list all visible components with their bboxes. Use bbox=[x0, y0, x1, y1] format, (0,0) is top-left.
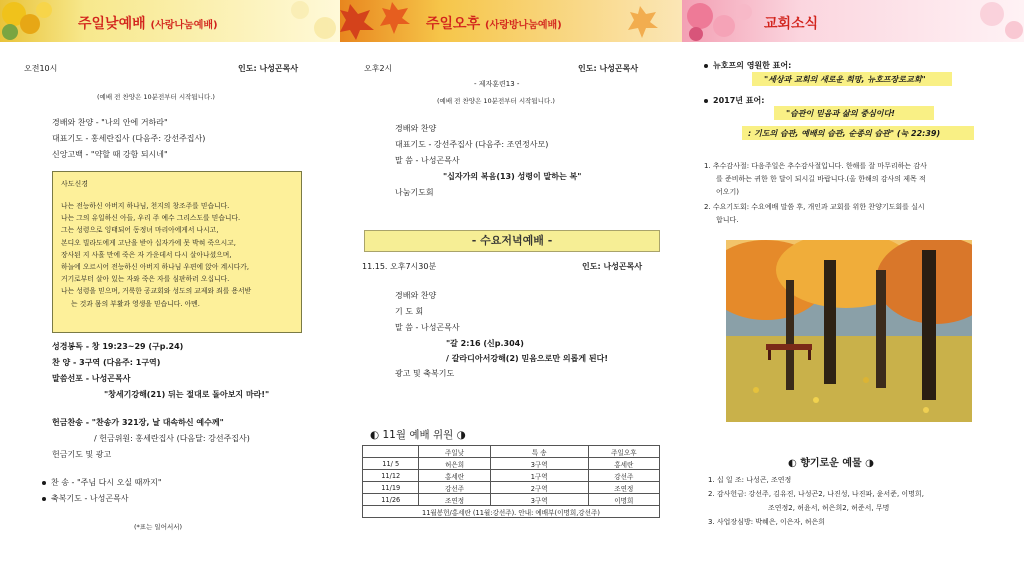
table-row bbox=[363, 494, 660, 506]
offering-item: 조연정2, 허윤서, 허은희2, 허준서, 무명 bbox=[768, 504, 890, 512]
table-cell: 11/26 bbox=[363, 494, 419, 506]
table-cell: 1구역 bbox=[490, 470, 588, 482]
table-cell: 11/19 bbox=[363, 482, 419, 494]
table-header-cell bbox=[363, 446, 419, 458]
order-item: 축복기도 - 나성곤목사 bbox=[42, 493, 129, 504]
table-cell: 홍세란 bbox=[588, 458, 659, 470]
order-item: 성경봉독 - 창 19:23~29 (구p.24) bbox=[52, 342, 184, 351]
eternal-motto: "세상과 교회의 새로운 희망, 뉴호프장로교회" bbox=[764, 75, 926, 84]
table-footer-row bbox=[363, 506, 660, 518]
table-cell: 3구역 bbox=[490, 458, 588, 470]
church-news-column bbox=[682, 0, 1024, 577]
service-leader: 인도: 나성곤목사 bbox=[582, 262, 643, 271]
creed-line: 그는 성령으로 잉태되어 동정녀 마리아에게서 나시고, bbox=[61, 226, 219, 235]
sermon-reference: "갈 2:16 (신p.304) bbox=[446, 339, 524, 348]
table-cell: 강선주 bbox=[419, 482, 490, 494]
table-cell: 조연정 bbox=[419, 494, 490, 506]
order-item: 말씀선포 - 나성곤목사 bbox=[52, 374, 131, 383]
sunday-afternoon-column bbox=[340, 0, 682, 577]
sermon-title: "창세기강해(21) 뒤는 절대로 돌아보지 마라!" bbox=[104, 390, 270, 399]
table-row bbox=[363, 470, 660, 482]
news-item: 합니다. bbox=[716, 216, 739, 224]
table-cell: 이명희 bbox=[588, 494, 659, 506]
order-item: 헌금찬송 - "찬송가 321장, 날 대속하신 예수께" bbox=[52, 418, 224, 427]
standing-note: (*표는 일어서서) bbox=[134, 523, 183, 531]
banner-sunday-morning bbox=[0, 0, 340, 42]
news-item: 2. 수요기도회: 수요예배 말씀 후, 개인과 교회를 위한 찬양기도회를 실시 bbox=[704, 203, 925, 211]
offering-item: 2. 감사헌금: 강선주, 김유진, 나성곤2, 나진성, 나진파, 윤서준, 이명희, bbox=[708, 490, 924, 498]
table-cell: 11/12 bbox=[363, 470, 419, 482]
table-cell: 강선주 bbox=[588, 470, 659, 482]
table-row bbox=[363, 482, 660, 494]
table-header-cell: 주일오후 bbox=[588, 446, 659, 458]
banner-subtitle: (사랑방나눔예배) bbox=[484, 20, 562, 31]
sermon-title: / 갈라디아서강해(2) 믿음으로만 의롭게 된다! bbox=[446, 354, 608, 363]
table-cell: 조연정 bbox=[588, 482, 659, 494]
table-header-row bbox=[363, 446, 660, 458]
order-item: 말 씀 - 나성곤목사 bbox=[395, 323, 460, 332]
autumn-trees-bench-icon bbox=[726, 240, 972, 422]
banner-title: 주일낮예배 bbox=[78, 16, 146, 32]
offerings-title: ◐ 향기로운 예물 ◑ bbox=[788, 458, 874, 469]
service-note: (예배 전 찬양은 10분전부터 시작됩니다.) bbox=[437, 97, 555, 105]
table-header-cell: 특 송 bbox=[490, 446, 588, 458]
order-item: 경배와 찬양 - "나의 안에 거하라" bbox=[52, 118, 168, 127]
order-item: 대표기도 - 홍세란집사 (다음주: 강선주집사) bbox=[52, 134, 206, 143]
offering-item: 3. 사업장심방: 박혜은, 이은자, 허은희 bbox=[708, 518, 826, 526]
order-item: 말 씀 - 나성곤목사 bbox=[395, 156, 460, 165]
table-cell: 2구역 bbox=[490, 482, 588, 494]
order-item: 광고 및 축복기도 bbox=[395, 369, 455, 378]
motto-label: 뉴호프의 영원한 표어: bbox=[704, 60, 791, 71]
table-cell: 3구역 bbox=[490, 494, 588, 506]
order-item: 신앙고백 - "약할 때 강함 되시네" bbox=[52, 150, 168, 159]
service-subtitle: - 제자훈련13 - bbox=[474, 80, 520, 88]
apostles-creed-box bbox=[52, 171, 302, 333]
table-cell: 11/ 5 bbox=[363, 458, 419, 470]
table-row bbox=[363, 458, 660, 470]
service-note: (예배 전 찬양은 10분전부터 시작됩니다.) bbox=[97, 93, 215, 101]
service-leader: 인도: 나성곤목사 bbox=[238, 64, 299, 73]
service-time: 오전10시 bbox=[24, 64, 58, 73]
table-header-cell: 주일낮 bbox=[419, 446, 490, 458]
offering-item: 1. 십 일 조: 나성곤, 조연정 bbox=[708, 476, 792, 484]
order-item: 찬 송 - "주님 다시 오실 때까지" bbox=[42, 477, 162, 488]
creed-line: 장사된 지 사흘 만에 죽은 자 가운데서 다시 살아나셨으며, bbox=[61, 250, 232, 259]
service-leader: 인도: 나성곤목사 bbox=[578, 64, 639, 73]
duty-roster-title: ◐ 11월 예배 위원 ◑ bbox=[370, 429, 466, 441]
order-item: 나눔기도회 bbox=[395, 188, 434, 197]
service-time: 오후2시 bbox=[364, 64, 393, 73]
order-item: / 헌금위원: 홍세란집사 (다음달: 강선주집사) bbox=[94, 434, 250, 443]
table-footer-cell: 11월봉헌/홍세란 (11월:강선주). 안내: 예배부(이명희,강선주) bbox=[363, 506, 660, 518]
banner-title: 주일오후 bbox=[426, 16, 481, 32]
year-motto-label: 2017년 표어: bbox=[704, 95, 764, 106]
service-time: 11.15. 오후7시30분 bbox=[362, 262, 437, 271]
duty-roster-table bbox=[362, 445, 660, 518]
creed-line: 하늘에 오르시어 전능하신 아버지 하나님 우편에 앉아 계시다가, bbox=[61, 263, 249, 272]
news-item: 1. 추수감사절: 다음주일은 추수감사절입니다. 한해를 잘 마무리하는 감사 bbox=[704, 162, 927, 170]
creed-line: 나는 전능하신 아버지 하나님, 천지의 창조주를 믿습니다. bbox=[61, 202, 230, 210]
autumn-park-photo bbox=[726, 240, 972, 422]
banner-title: 교회소식 bbox=[764, 16, 819, 32]
wednesday-service-banner: - 수요저녁예배 - bbox=[364, 230, 660, 252]
banner-church-news bbox=[682, 0, 1024, 42]
table-cell: 허은희 bbox=[419, 458, 490, 470]
order-item: 경배와 찬양 bbox=[395, 291, 437, 300]
sunday-morning-column bbox=[0, 0, 340, 577]
year-motto-line: : 기도의 습관, 예배의 습관, 순종의 습관" (눅 22:39) bbox=[748, 129, 941, 138]
creed-line: 나는 성령을 믿으며, 거룩한 공교회와 성도의 교제와 죄를 용서받 bbox=[61, 287, 252, 296]
creed-line: 거기로부터 살아 있는 자와 죽은 자를 심판하러 오십니다. bbox=[61, 275, 230, 284]
banner-subtitle: (사랑나눔예배) bbox=[150, 20, 218, 31]
order-item: 헌금기도 및 광고 bbox=[52, 450, 112, 459]
news-item: 를 준비하는 귀한 한 달이 되시길 바랍니다.(올 한해의 감사의 제목 적 bbox=[716, 175, 926, 183]
creed-line: 는 것과 몸의 부활과 영생을 믿습니다. 아멘. bbox=[71, 299, 200, 308]
creed-line: 본디오 빌라도에게 고난을 받아 십자가에 못 박혀 죽으시고, bbox=[61, 238, 236, 247]
order-item: 대표기도 - 강선주집사 (다음주: 조연정사모) bbox=[395, 140, 549, 149]
table-cell: 홍세란 bbox=[419, 470, 490, 482]
sermon-title: "십자가의 복음(13) 성령이 말하는 복" bbox=[443, 172, 582, 181]
order-item: 기 도 회 bbox=[395, 307, 424, 316]
banner-sunday-afternoon bbox=[340, 0, 682, 42]
creed-line: 나는 그의 유일하신 아들, 우리 주 예수 그리스도를 믿습니다. bbox=[61, 214, 241, 223]
news-item: 어오기) bbox=[716, 188, 740, 196]
year-motto-line: "습관이 믿음과 삶의 중심이다! bbox=[786, 109, 895, 118]
pink-flower-banner-icon bbox=[682, 0, 1024, 42]
creed-title: 사도신경 bbox=[61, 180, 89, 188]
order-item: 경배와 찬양 bbox=[395, 124, 437, 133]
order-item: 찬 양 - 3구역 (다음주: 1구역) bbox=[52, 358, 161, 367]
